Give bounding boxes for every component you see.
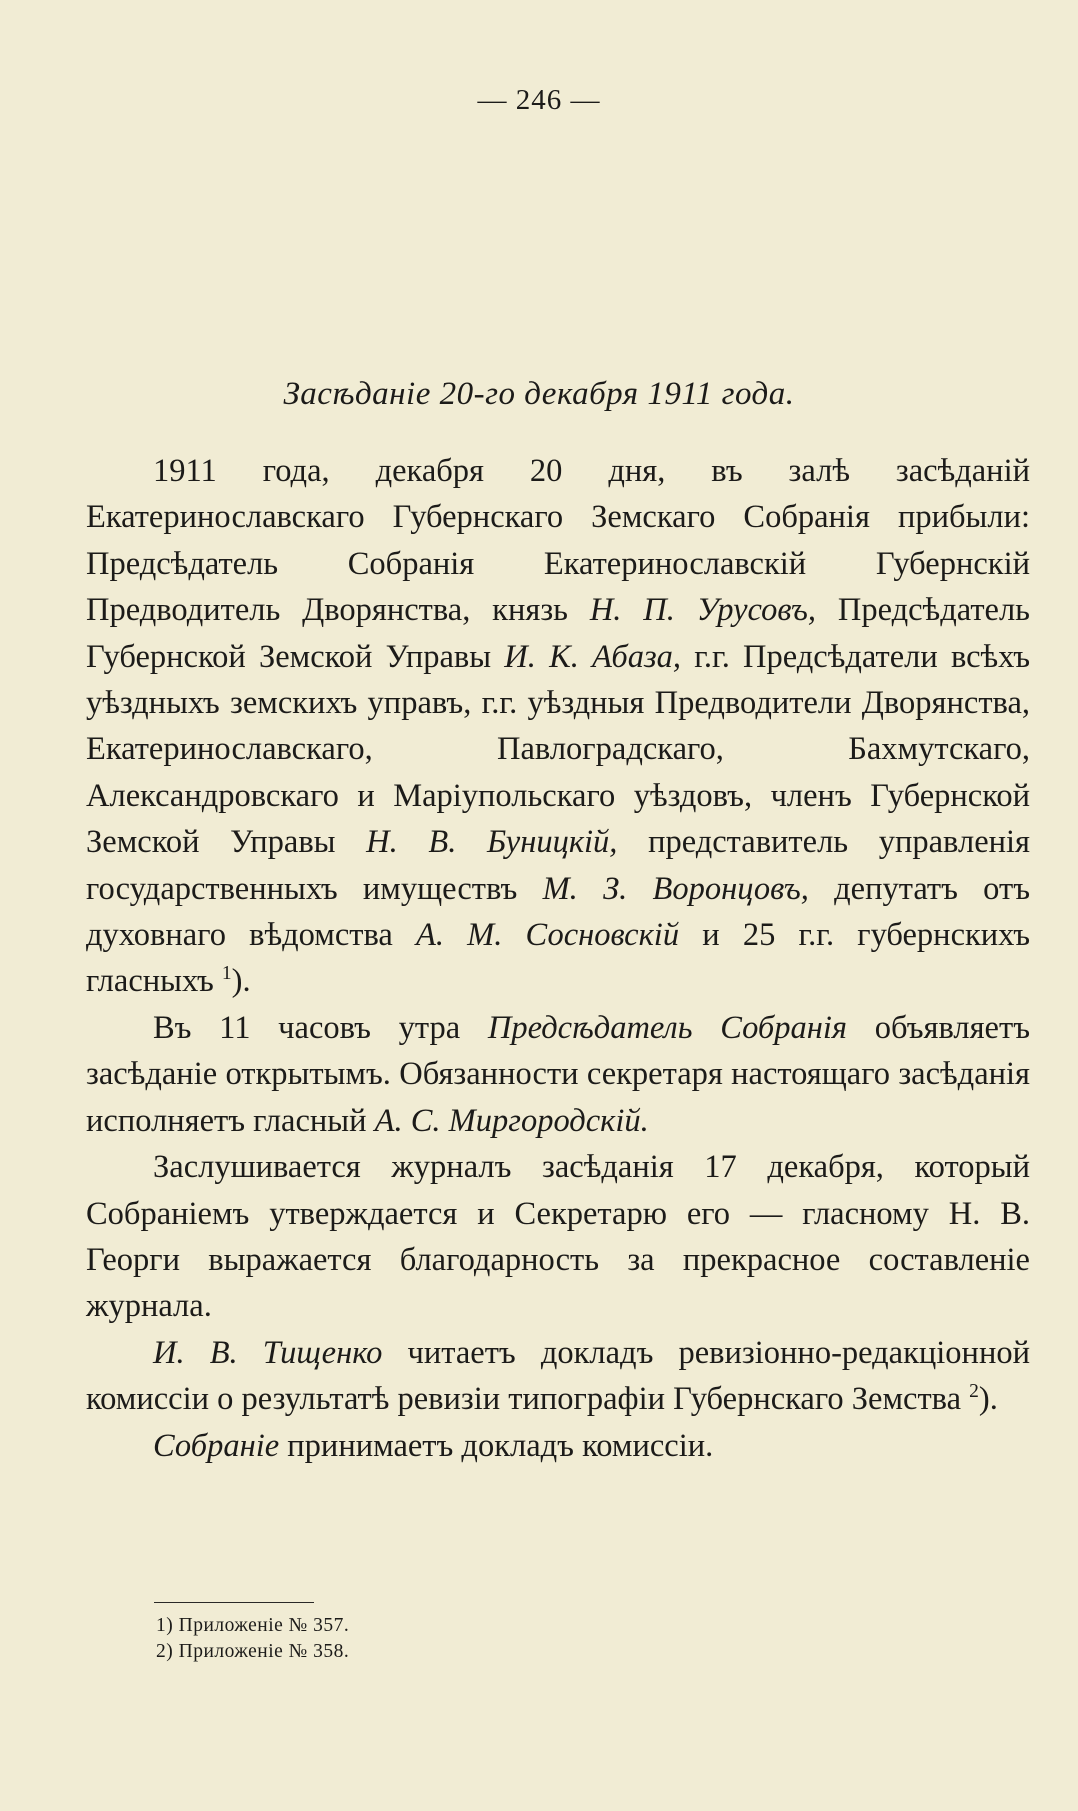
text-run: г.г. Предсѣдатели всѣхъ уѣздныхъ земскихъ управъ, г.г. уѣздныя Предводители Дворянства, Екатеринославскаго, Павлоградскаго, Бахмутскаго, Александровскаго и Маріупольскаго уѣздовъ, членъ Губернской Земской Управы [86,638,1031,861]
text-run: представитель управленія государственныхъ имуществъ [86,824,1030,907]
text-run: ). [978,1381,998,1418]
page-number: — 246 — [477,84,601,116]
italic-name: Н. П. Урусовъ, [589,592,817,629]
italic-name: И. К. Абаза, [504,638,682,675]
italic-name: А. М. Сосновскій [416,917,680,954]
italic-name: Предсѣдатель Собранія [487,1009,848,1046]
paragraph-1 [86,448,1030,1005]
paragraph-4 [86,1330,1030,1423]
italic-name: Н. В. Буницкій, [366,824,618,861]
text-run: ). [231,963,251,1000]
session-heading: Засѣданіе 20-го декабря 1911 года. [283,376,795,412]
text-run: Заслушивается журналъ засѣданія 17 декабря, который Собраніемъ утверждается и Секретарю его — гласному Н. В. Георги выражается благодарность за прекрасное составленіе журнала. [86,1149,1030,1325]
footnotes [156,1613,349,1665]
text-run: 1911 года, декабря 20 дня, въ залѣ засѣданій Екатеринославскаго Губернскаго Земскаго Собранія прибыли: Предсѣдатель Собранія Екатеринославскій Губернскій Предводитель Дворянства, князь [86,453,1030,629]
footnote-2: 2) Приложеніе № 358. [156,1641,350,1662]
body-text [86,448,1030,1469]
italic-name: А. С. Миргородскій. [374,1102,649,1139]
paragraph-3 [86,1144,1030,1330]
footnote-1: 1) Приложеніе № 357. [156,1615,350,1636]
text-run: объявляетъ засѣданіе открытымъ. Обязанности секретаря настоящаго засѣданія исполняетъ гласный [86,1009,1030,1139]
text-run: и 25 г.г. губернскихъ гласныхъ [86,917,1030,1000]
italic-name: М. З. Воронцовъ, [542,870,809,907]
italic-name: Собраніе [153,1427,280,1464]
italic-name: И. В. Тищенко [153,1334,383,1371]
text-run: читаетъ докладъ ревизіонно-редакціонной комиссіи о результатѣ ревизіи типографіи Губернскаго Земства [86,1334,1030,1418]
paragraph-2 [86,1005,1030,1144]
footnote-ref: 2 [969,1381,979,1403]
text-run: Въ 11 часовъ утра [153,1009,488,1046]
footnote-divider [154,1602,314,1603]
text-run: принимаетъ докладъ комиссіи. [279,1427,714,1464]
footnote-ref: 1 [221,963,232,985]
text-run: Предсѣдатель Губернской Земской Управы [86,592,1030,675]
text-run: депутатъ отъ духовнаго вѣдомства [86,870,1031,954]
paragraph-5 [86,1423,1030,1469]
